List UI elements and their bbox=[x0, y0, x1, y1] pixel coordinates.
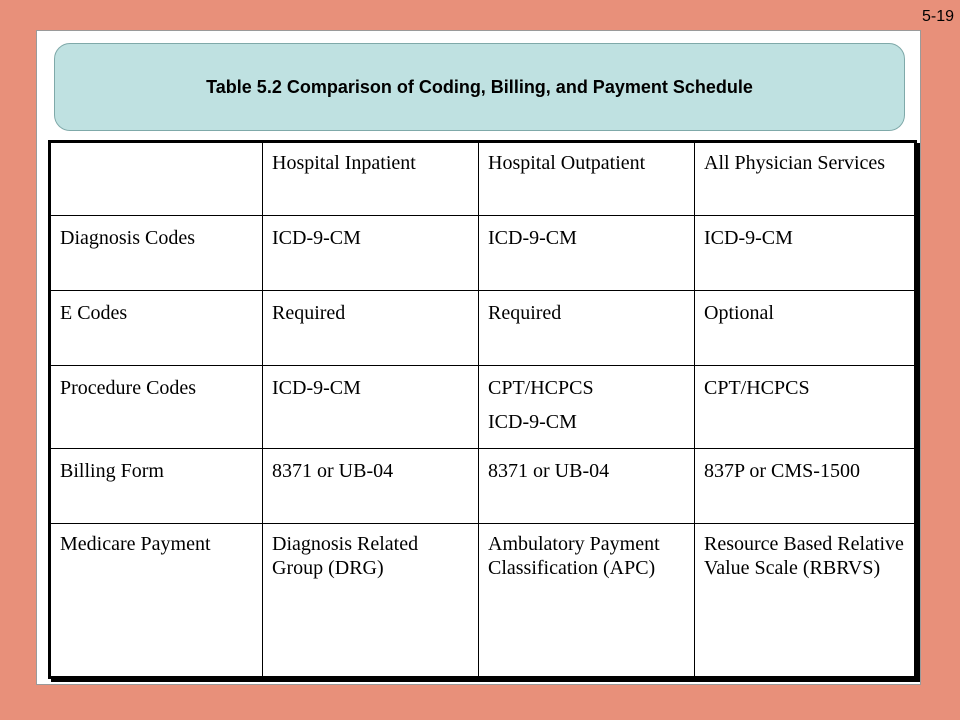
cell-inpatient: 8371 or UB-04 bbox=[263, 449, 479, 524]
table-title: Table 5.2 Comparison of Coding, Billing, and Payment Schedule bbox=[206, 76, 753, 97]
row-label-billing-form: Billing Form bbox=[50, 449, 263, 524]
table-row bbox=[50, 449, 916, 524]
table-row bbox=[50, 216, 916, 291]
cell-outpatient bbox=[479, 366, 695, 449]
table-header-row bbox=[50, 142, 916, 216]
table-row bbox=[50, 291, 916, 366]
page-number: 5-19 bbox=[921, 8, 954, 25]
cell-outpatient: Required bbox=[479, 291, 695, 366]
header-cell-outpatient: Hospital Outpatient bbox=[479, 142, 695, 216]
row-label-diagnosis-codes: Diagnosis Codes bbox=[50, 216, 263, 291]
table-row bbox=[50, 524, 916, 678]
cell-physician: ICD-9-CM bbox=[695, 216, 916, 291]
cell-line: CPT/HCPCS bbox=[488, 377, 594, 399]
cell-inpatient: Required bbox=[263, 291, 479, 366]
table-row bbox=[50, 366, 916, 449]
header-cell-empty bbox=[50, 142, 263, 216]
cell-inpatient: ICD-9-CM bbox=[263, 216, 479, 291]
cell-outpatient: ICD-9-CM bbox=[479, 216, 695, 291]
cell-outpatient: Ambulatory Payment Classification (APC) bbox=[479, 524, 695, 678]
cell-outpatient: 8371 or UB-04 bbox=[479, 449, 695, 524]
cell-physician: Optional bbox=[695, 291, 916, 366]
cell-physician: 837P or CMS-1500 bbox=[695, 449, 916, 524]
title-banner bbox=[54, 43, 905, 131]
row-label-procedure-codes: Procedure Codes bbox=[50, 366, 263, 449]
cell-physician: CPT/HCPCS bbox=[695, 366, 916, 449]
header-cell-inpatient: Hospital Inpatient bbox=[263, 142, 479, 216]
comparison-table bbox=[48, 140, 917, 679]
row-label-medicare-payment: Medicare Payment bbox=[50, 524, 263, 678]
cell-inpatient: ICD-9-CM bbox=[263, 366, 479, 449]
row-label-e-codes: E Codes bbox=[50, 291, 263, 366]
cell-inpatient: Diagnosis Related Group (DRG) bbox=[263, 524, 479, 678]
cell-physician: Resource Based Relative Value Scale (RBRVS) bbox=[695, 524, 916, 678]
cell-line: ICD-9-CM bbox=[488, 411, 577, 433]
header-cell-physician: All Physician Services bbox=[695, 142, 916, 216]
